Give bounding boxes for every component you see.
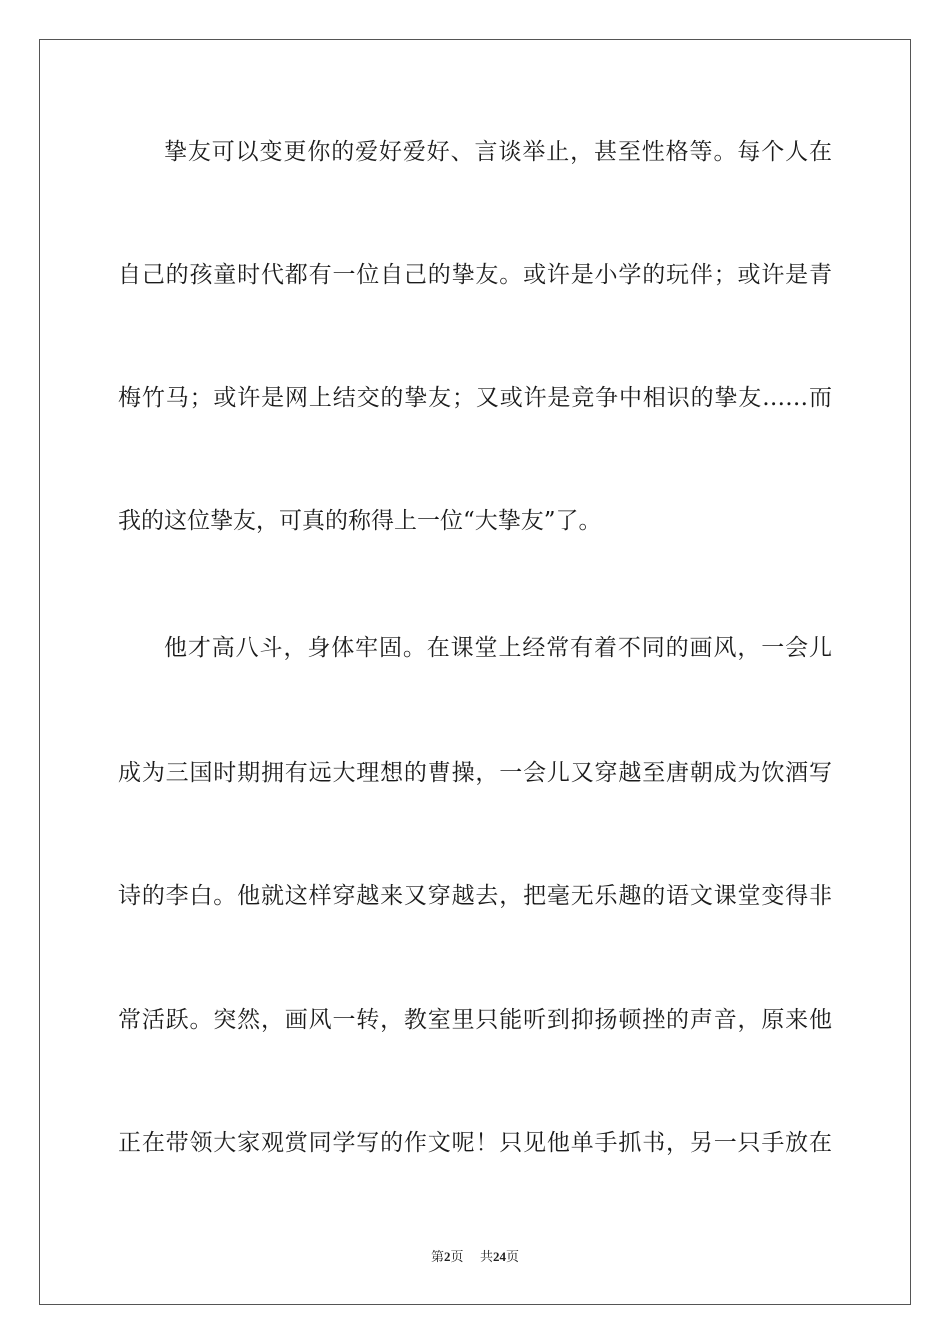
paragraph-1-line-2: 自己的孩童时代都有一位自己的挚友。或许是小学的玩伴；或许是青	[118, 262, 832, 288]
paragraph-2-line-4: 常活跃。突然，画风一转，教室里只能听到抑扬顿挫的声音，原来他	[118, 1007, 832, 1033]
footer-gap	[463, 1250, 480, 1265]
footer-total-pages: 24	[493, 1249, 507, 1264]
paragraph-2-line-1: 他才高八斗，身体牢固。在课堂上经常有着不同的画风，一会儿	[164, 635, 832, 661]
page-border	[39, 39, 911, 1305]
footer-page-prefix: 第	[430, 1250, 444, 1265]
paragraph-1-line-1: 挚友可以变更你的爱好爱好、言谈举止，甚至性格等。每个人在	[164, 139, 832, 165]
footer-total-suffix: 页	[506, 1250, 520, 1265]
paragraph-2-line-2: 成为三国时期拥有远大理想的曹操，一会儿又穿越至唐朝成为饮酒写	[118, 760, 832, 786]
paragraph-2-line-3: 诗的李白。他就这样穿越来又穿越去，把毫无乐趣的语文课堂变得非	[118, 883, 832, 909]
page-footer	[0, 1248, 950, 1267]
paragraph-1-line-4: 我的这位挚友，可真的称得上一位“大挚友”了。	[118, 508, 602, 534]
footer-page-number: 2	[443, 1249, 451, 1264]
footer-total-prefix: 共	[480, 1250, 494, 1265]
paragraph-1-line-3: 梅竹马；或许是网上结交的挚友；又或许是竞争中相识的挚友……而	[118, 385, 832, 411]
footer-page-suffix: 页	[450, 1250, 464, 1265]
paragraph-2-line-5: 正在带领大家观赏同学写的作文呢！只见他单手抓书，另一只手放在	[118, 1130, 832, 1156]
